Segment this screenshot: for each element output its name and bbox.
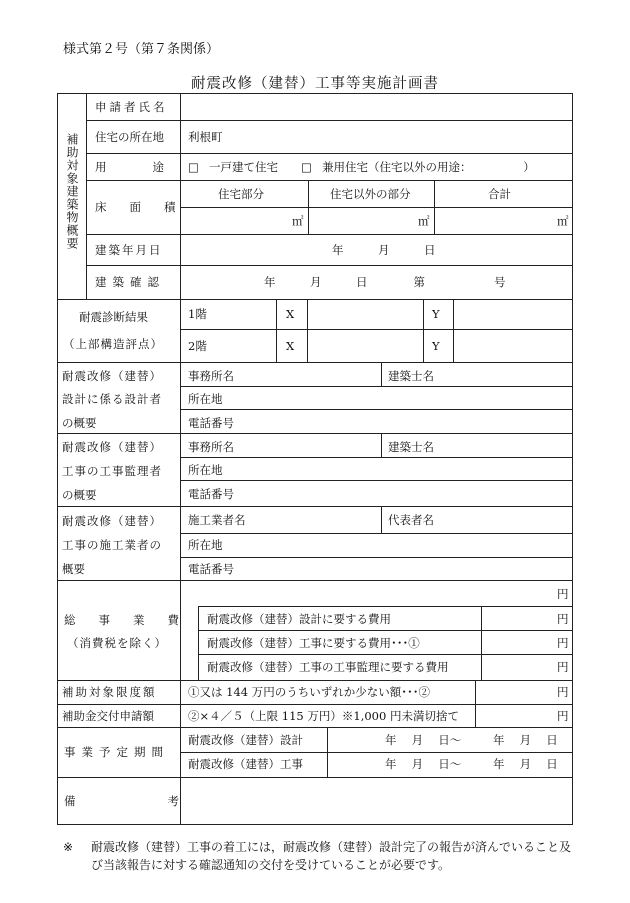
cost-design-yen: 円 (557, 612, 569, 626)
schedule-work-from: 年 月 日～ (385, 757, 462, 771)
subsidy-limit-label: 補助対象限度額 (62, 685, 157, 699)
plan-form-table (57, 93, 573, 825)
floor-col-nonresidential: 住宅以外の部分 (330, 187, 411, 201)
diagnosis-x-1: X (286, 307, 295, 321)
supervisor-location-label: 所在地 (188, 463, 223, 477)
schedule-work-to: 年 月 日 (493, 757, 558, 771)
usage-checkbox-mixed[interactable]: □ (301, 160, 312, 174)
area-unit-nonresidential: ㎡ (418, 214, 430, 228)
usage-checkbox-detached[interactable]: □ (188, 160, 199, 174)
designer-location-label: 所在地 (188, 392, 223, 406)
schedule-label: 事業予定期間 (64, 745, 169, 759)
footnote-text: 耐震改修（建替）工事の着工には，耐震改修（建替）設計完了の報告が済んでいること及び当該報告に対する確認通知の交付を受けていることが必要です。 (91, 840, 572, 872)
schedule-design-to: 年 月 日 (493, 733, 558, 747)
building-confirmation-label: 建築確認 (95, 275, 165, 289)
remarks-label: 備 考 (64, 794, 179, 808)
contractor-label-line3: 概要 (62, 562, 85, 576)
floor-col-residential: 住宅部分 (218, 187, 264, 201)
designer-label-line3: の概要 (62, 416, 97, 430)
supervisor-office-label: 事務所名 (188, 440, 234, 454)
diagnosis-floor1: 1階 (188, 307, 207, 321)
subsidy-limit-text: ①又は 144 万円のうちいずれか少ない額･･･② (188, 685, 431, 699)
footnote-mark: ※ (63, 840, 74, 854)
total-cost-sublabel: （消費税を除く） (67, 636, 167, 650)
usage-option-mixed: 兼用住宅（住宅以外の用途： ） (322, 160, 535, 174)
building-overview-label: 補助対象建築物概要 (65, 133, 79, 250)
supervisor-architect-label: 建築士名 (388, 440, 434, 454)
page-title: 耐震改修（建替）工事等実施計画書 (191, 76, 439, 92)
cost-work-yen: 円 (557, 636, 569, 650)
building-confirmation-value: 年 月 日 第 号 (264, 275, 506, 289)
area-unit-residential: ㎡ (292, 214, 304, 228)
diagnosis-x-2: X (286, 339, 295, 353)
usage-option-detached: 一戸建て住宅 (209, 160, 278, 174)
supervisor-label-line2: 工事の工事監理者 (62, 464, 162, 478)
floor-area-label: 床 面 積 (95, 200, 176, 214)
contractor-phone-label: 電話番号 (188, 562, 234, 576)
schedule-design-from: 年 月 日～ (385, 733, 462, 747)
diagnosis-y-2: Y (432, 339, 440, 353)
supervisor-label-line3: の概要 (62, 488, 97, 502)
contractor-label-line1: 耐震改修（建替） (62, 514, 162, 528)
address-label: 住宅の所在地 (95, 130, 164, 144)
cost-work-label: 耐震改修（建替）工事に要する費用･･･① (207, 636, 420, 650)
contractor-name-label: 施工業者名 (188, 513, 246, 527)
built-date-label: 建築年月日 (95, 243, 163, 257)
supervisor-phone-label: 電話番号 (188, 487, 234, 501)
designer-label-line1: 耐震改修（建替） (62, 369, 162, 383)
subsidy-request-yen: 円 (557, 709, 569, 723)
cost-supervision-label: 耐震改修（建替）工事の工事監理に要する費用 (207, 660, 449, 674)
designer-office-label: 事務所名 (188, 369, 234, 383)
applicant-name-label: 申請者氏名 (95, 100, 168, 114)
subsidy-request-label: 補助金交付申請額 (62, 709, 154, 723)
diagnosis-floor2: 2階 (188, 339, 207, 353)
footnote (63, 838, 578, 874)
supervisor-label-line1: 耐震改修（建替） (62, 440, 162, 454)
diagnosis-label: 耐震診断結果 (79, 310, 148, 324)
address-value: 利根町 (188, 130, 223, 144)
form-number: 様式第２号（第７条関係） (63, 42, 220, 57)
cost-design-label: 耐震改修（建替）設計に要する費用 (207, 612, 391, 626)
total-cost-label: 総 事 業 費 (64, 613, 179, 627)
cost-supervision-yen: 円 (557, 660, 569, 674)
area-unit-total: ㎡ (557, 214, 569, 228)
designer-phone-label: 電話番号 (188, 416, 234, 430)
designer-architect-label: 建築士名 (388, 369, 434, 383)
contractor-location-label: 所在地 (188, 538, 223, 552)
subsidy-limit-yen: 円 (557, 685, 569, 699)
schedule-design-label: 耐震改修（建替）設計 (188, 733, 303, 747)
contractor-rep-label: 代表者名 (388, 513, 434, 527)
diagnosis-sublabel: （上部構造評点） (63, 337, 163, 351)
contractor-label-line2: 工事の施工業者の (62, 538, 162, 552)
built-date-value: 年 月 日 (332, 243, 436, 257)
diagnosis-y-1: Y (432, 307, 440, 321)
floor-col-total: 合計 (488, 187, 511, 201)
subsidy-request-text: ②×４／５（上限 115 万円）※1,000 円未満切捨て (188, 709, 459, 723)
total-cost-yen: 円 (557, 587, 569, 601)
usage-label: 用 途 (95, 160, 164, 174)
schedule-work-label: 耐震改修（建替）工事 (188, 757, 303, 771)
designer-label-line2: 設計に係る設計者 (62, 392, 162, 406)
